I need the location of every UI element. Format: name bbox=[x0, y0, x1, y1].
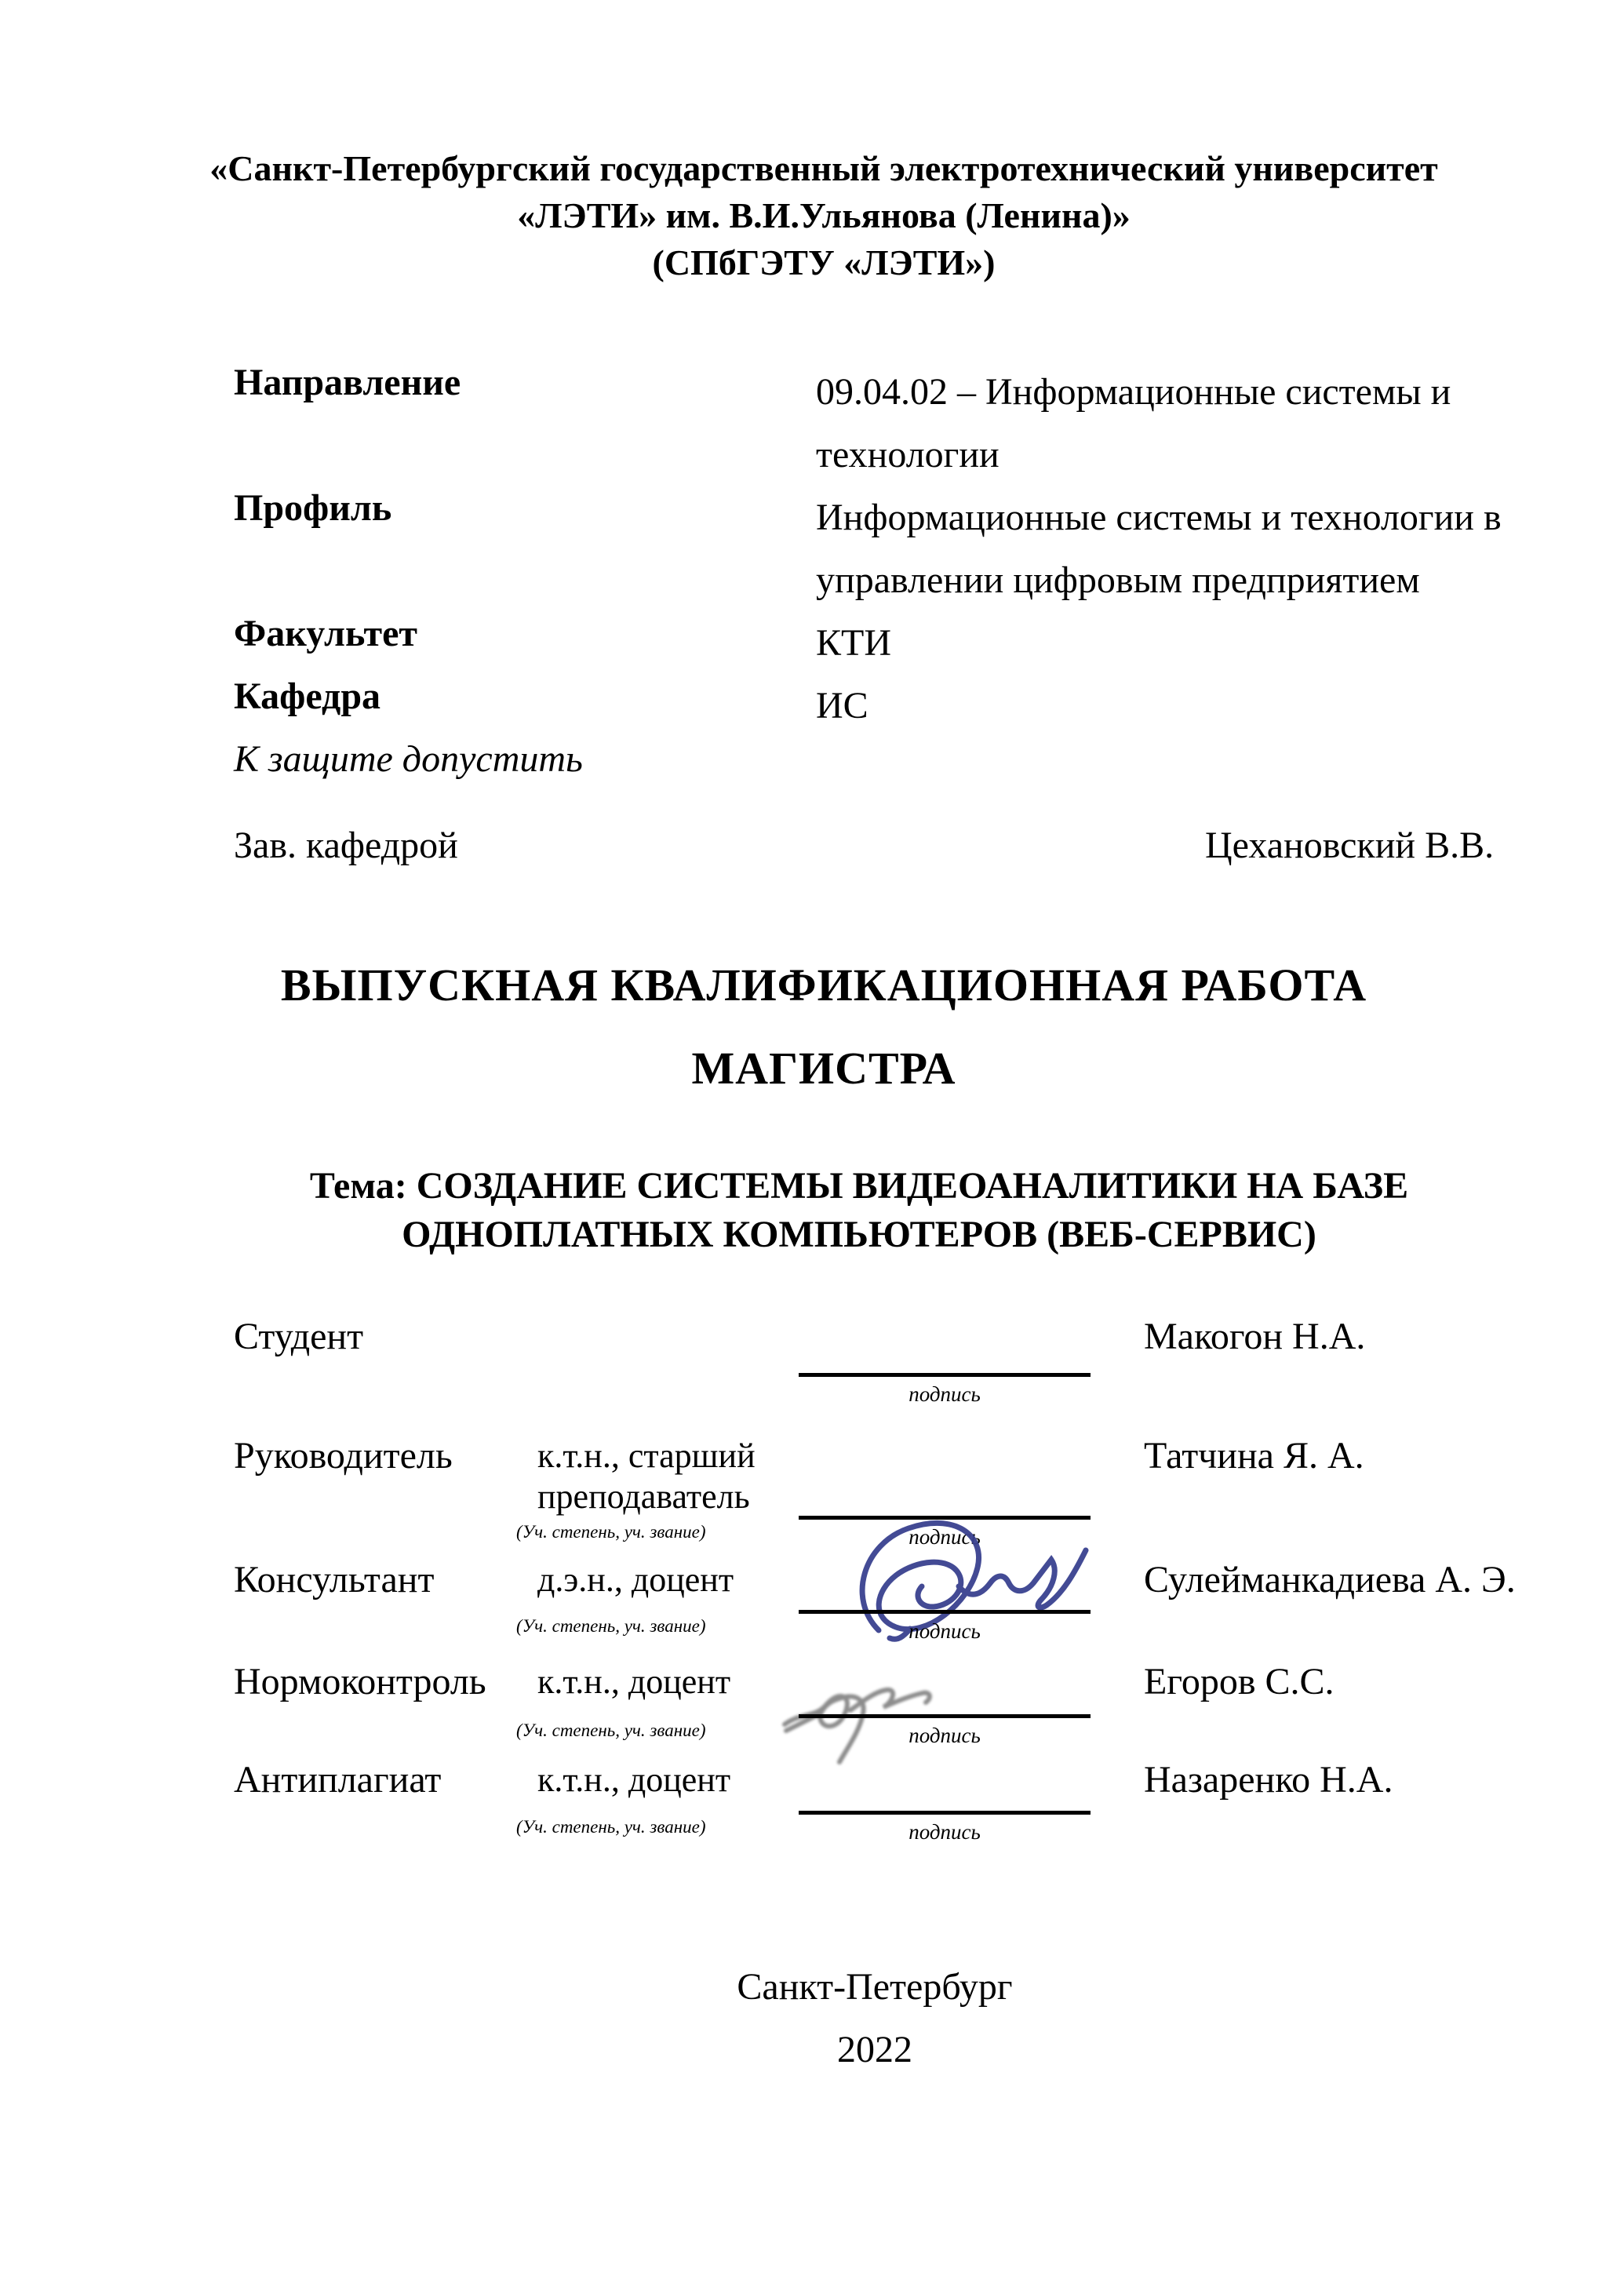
degree-consultant: д.э.н., доцент bbox=[537, 1560, 734, 1599]
signature-line-student bbox=[799, 1373, 1091, 1377]
signature-caption-student: подпись bbox=[908, 1382, 981, 1406]
work-title-line2: МАГИСТРА bbox=[691, 1043, 956, 1094]
signature-caption-supervisor: подпись bbox=[908, 1525, 981, 1549]
head-of-department-label: Зав. кафедрой bbox=[234, 825, 458, 866]
degree-antiplagiarism: к.т.н., доцент bbox=[537, 1761, 731, 1799]
topic-line1: Тема: СОЗДАНИЕ СИСТЕМЫ ВИДЕОАНАЛИТИКИ НА БАЗЕ bbox=[309, 1165, 1409, 1207]
degree-supervisor: к.т.н., старший преподаватель bbox=[537, 1436, 756, 1516]
university-header bbox=[0, 145, 1624, 286]
profile-label: Профиль bbox=[234, 487, 392, 529]
name-antiplagiarism: Назаренко Н.А. bbox=[1144, 1759, 1393, 1801]
degree-caption-normcontrol: (Уч. степень, уч. звание) bbox=[516, 1720, 706, 1740]
signature-caption-normcontrol: подпись bbox=[908, 1724, 981, 1747]
faculty-value: КТИ bbox=[816, 622, 891, 664]
work-title-line1: ВЫПУСКНАЯ КВАЛИФИКАЦИОННАЯ РАБОТА bbox=[280, 959, 1367, 1010]
name-student: Макогон Н.А. bbox=[1144, 1316, 1366, 1357]
degree-caption-consultant: (Уч. степень, уч. звание) bbox=[516, 1616, 706, 1636]
footer-city: Санкт-Петербург bbox=[737, 1966, 1013, 2008]
faculty-label: Факультет bbox=[234, 613, 417, 654]
signature-line-normcontrol bbox=[799, 1714, 1091, 1718]
signature-line-consultant bbox=[799, 1610, 1091, 1614]
university-name-line1: «Санкт-Петербургский государственный электротехнический университет bbox=[209, 148, 1438, 188]
role-supervisor: Руководитель bbox=[234, 1435, 453, 1477]
name-normcontrol: Егоров С.С. bbox=[1144, 1661, 1335, 1702]
admit-note: К защите допустить bbox=[234, 738, 583, 780]
direction-value: 09.04.02 – Информационные системы и технологии bbox=[816, 371, 1451, 475]
topic-line2: ОДНОПЛАТНЫХ КОМПЬЮТЕРОВ (ВЕБ-СЕРВИС) bbox=[402, 1214, 1316, 1255]
head-of-department-name: Цехановский В.В. bbox=[1205, 825, 1495, 866]
signature-caption-antiplagiarism: подпись bbox=[908, 1820, 981, 1844]
degree-caption-antiplagiarism: (Уч. степень, уч. звание) bbox=[516, 1817, 706, 1837]
degree-caption-supervisor: (Уч. степень, уч. звание) bbox=[516, 1522, 706, 1542]
university-name-line2: «ЛЭТИ» им. В.И.Ульянова (Ленина)» bbox=[517, 195, 1131, 235]
footer-year: 2022 bbox=[837, 2029, 912, 2070]
profile-value: Информационные системы и технологии в управлении цифровым предприятием bbox=[816, 497, 1502, 601]
role-consultant: Консультант bbox=[234, 1559, 435, 1600]
signature-line-antiplagiarism bbox=[799, 1811, 1091, 1815]
role-student: Студент bbox=[234, 1316, 364, 1357]
direction-label: Направление bbox=[234, 362, 461, 403]
role-normcontrol: Нормоконтроль bbox=[234, 1661, 486, 1702]
department-value: ИС bbox=[816, 685, 868, 726]
signature-caption-consultant: подпись bbox=[908, 1619, 981, 1643]
role-antiplagiarism: Антиплагиат bbox=[234, 1759, 442, 1801]
degree-normcontrol: к.т.н., доцент bbox=[537, 1662, 731, 1701]
name-supervisor: Татчина Я. А. bbox=[1144, 1435, 1364, 1477]
department-label: Кафедра bbox=[234, 675, 381, 717]
signature-line-supervisor bbox=[799, 1516, 1091, 1520]
university-abbreviation: (СПбГЭТУ «ЛЭТИ») bbox=[652, 242, 996, 282]
name-consultant: Сулейманкадиева А. Э. bbox=[1144, 1559, 1516, 1600]
